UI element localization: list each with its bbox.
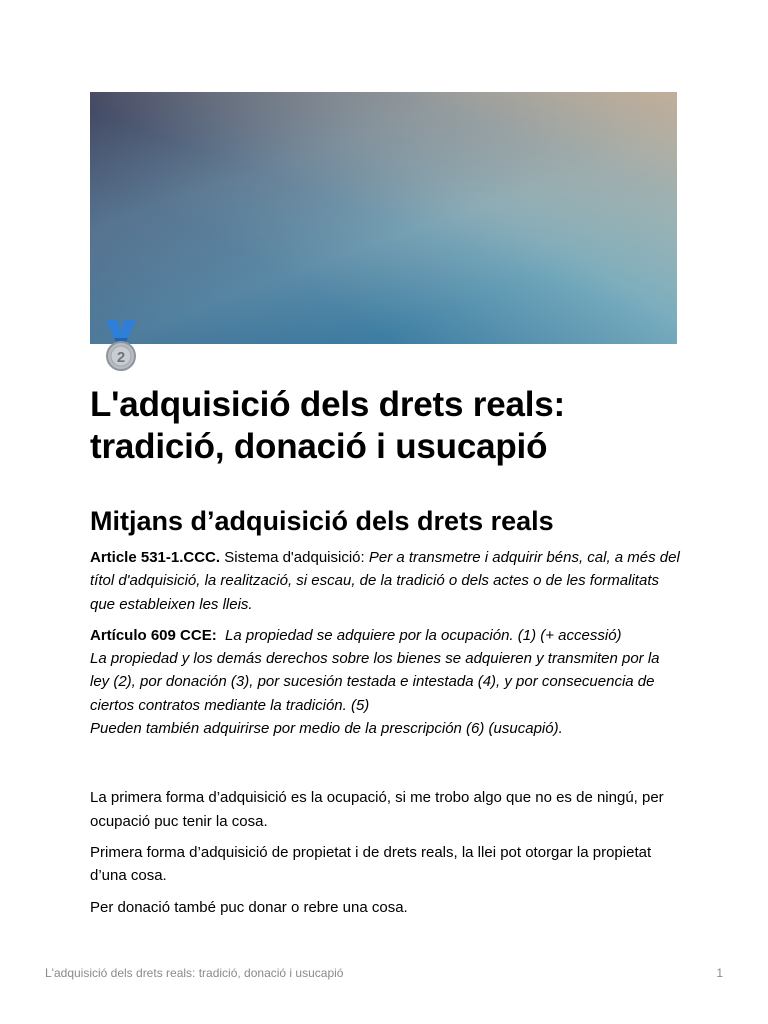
cover-image: [90, 92, 677, 344]
document-body: [90, 546, 680, 927]
medal-svg: [104, 318, 138, 374]
page-number: 1: [716, 966, 723, 980]
article-531-paragraph: [90, 546, 680, 616]
cover-overlay-warm: [90, 92, 677, 344]
article-609-line-3: Pueden también adquirirse por medio de la prescripción (6) (usucapió).: [90, 720, 563, 738]
page-title: L'adquisició dels drets reals: tradició, donació i usucapió: [90, 385, 565, 466]
medal-ribbon: [106, 320, 136, 338]
second-place-medal-icon: [104, 318, 138, 374]
body-paragraph: Per donació també puc donar o rebre una cosa.: [90, 898, 408, 916]
body-paragraph: Primera forma d’adquisició de propietat i de drets reals, la llei pot otorgar la propietat d’una cosa.: [90, 843, 652, 885]
article-531-subject: Sistema d'adquisició:: [220, 549, 369, 566]
article-609-line-1: La propiedad se adquiere por la ocupación. (1) (+ accessió): [225, 626, 622, 644]
article-609-paragraph: [90, 624, 680, 740]
article-531-label: Article 531-1.CCC.: [90, 549, 221, 566]
medal-number: 2: [116, 349, 126, 366]
article-609-label: Artículo 609 CCE:: [90, 626, 217, 644]
body-paragraph: La primera forma d’adquisició es la ocupació, si me trobo algo que no es de ningú, per ocupació puc tenir la cosa.: [90, 789, 664, 830]
article-531-quote: Per a transmetre i adquirir béns, cal, a més del títol d'adquisició, la realització, si escau, de la tradició o dels actes o de les formalitats que estableixen les lleis.: [90, 549, 680, 613]
article-609-line-2: La propiedad y los demás derechos sobre los bienes se adquieren y transmiten por la ley (2), por donación (3), por sucesión testada e intestada (4), y por consecuencia de ciertos contratos mediante la tradición. (5): [90, 650, 660, 714]
spacer: [90, 748, 680, 786]
footer-title: L'adquisició dels drets reals: tradició, donació i usucapió: [45, 966, 344, 980]
section-heading: Mitjans d’adquisició dels drets reals: [90, 506, 554, 536]
